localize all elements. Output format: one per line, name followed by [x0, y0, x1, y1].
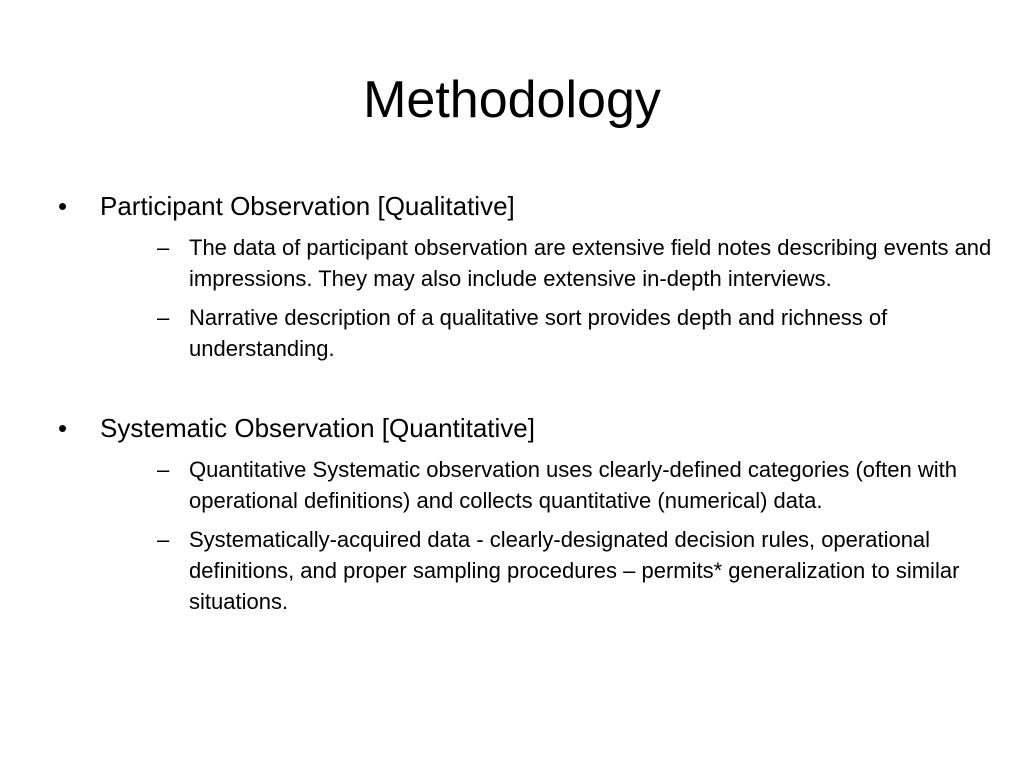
- bullet-icon: •: [58, 191, 68, 221]
- bullet-point-participant-observation: [56, 186, 992, 364]
- dash-icon: –: [157, 235, 170, 260]
- bullet-icon: •: [58, 413, 68, 443]
- sub-point: [100, 454, 976, 516]
- sub-point-text: Quantitative Systematic observation uses clearly-defined categories (often with operational definitions) and collects quantitative (numerical) data.: [189, 457, 957, 513]
- sub-point-text: Systematically-acquired data - clearly-designated decision rules, operational definitions, and proper sampling procedures – permits* generalization to similar situations.: [189, 527, 960, 614]
- sub-point-text: The data of participant observation are extensive field notes describing events and impressions. They may also include extensive in-depth interviews.: [189, 235, 992, 291]
- sub-point-text: Narrative description of a qualitative sort provides depth and richness of understanding.: [189, 305, 888, 361]
- bullet-point-systematic-observation: [56, 408, 976, 617]
- bullet-point-text: Systematic Observation [Quantitative]: [100, 413, 535, 443]
- bullet-point-text: Participant Observation [Qualitative]: [100, 191, 515, 221]
- sub-point: [100, 524, 976, 617]
- sub-point: [100, 232, 992, 294]
- dash-icon: –: [157, 527, 170, 552]
- dash-icon: –: [157, 305, 170, 330]
- dash-icon: –: [157, 457, 170, 482]
- slide-title: Methodology: [363, 71, 661, 129]
- sub-point: [100, 302, 976, 364]
- slide-body: [56, 186, 992, 617]
